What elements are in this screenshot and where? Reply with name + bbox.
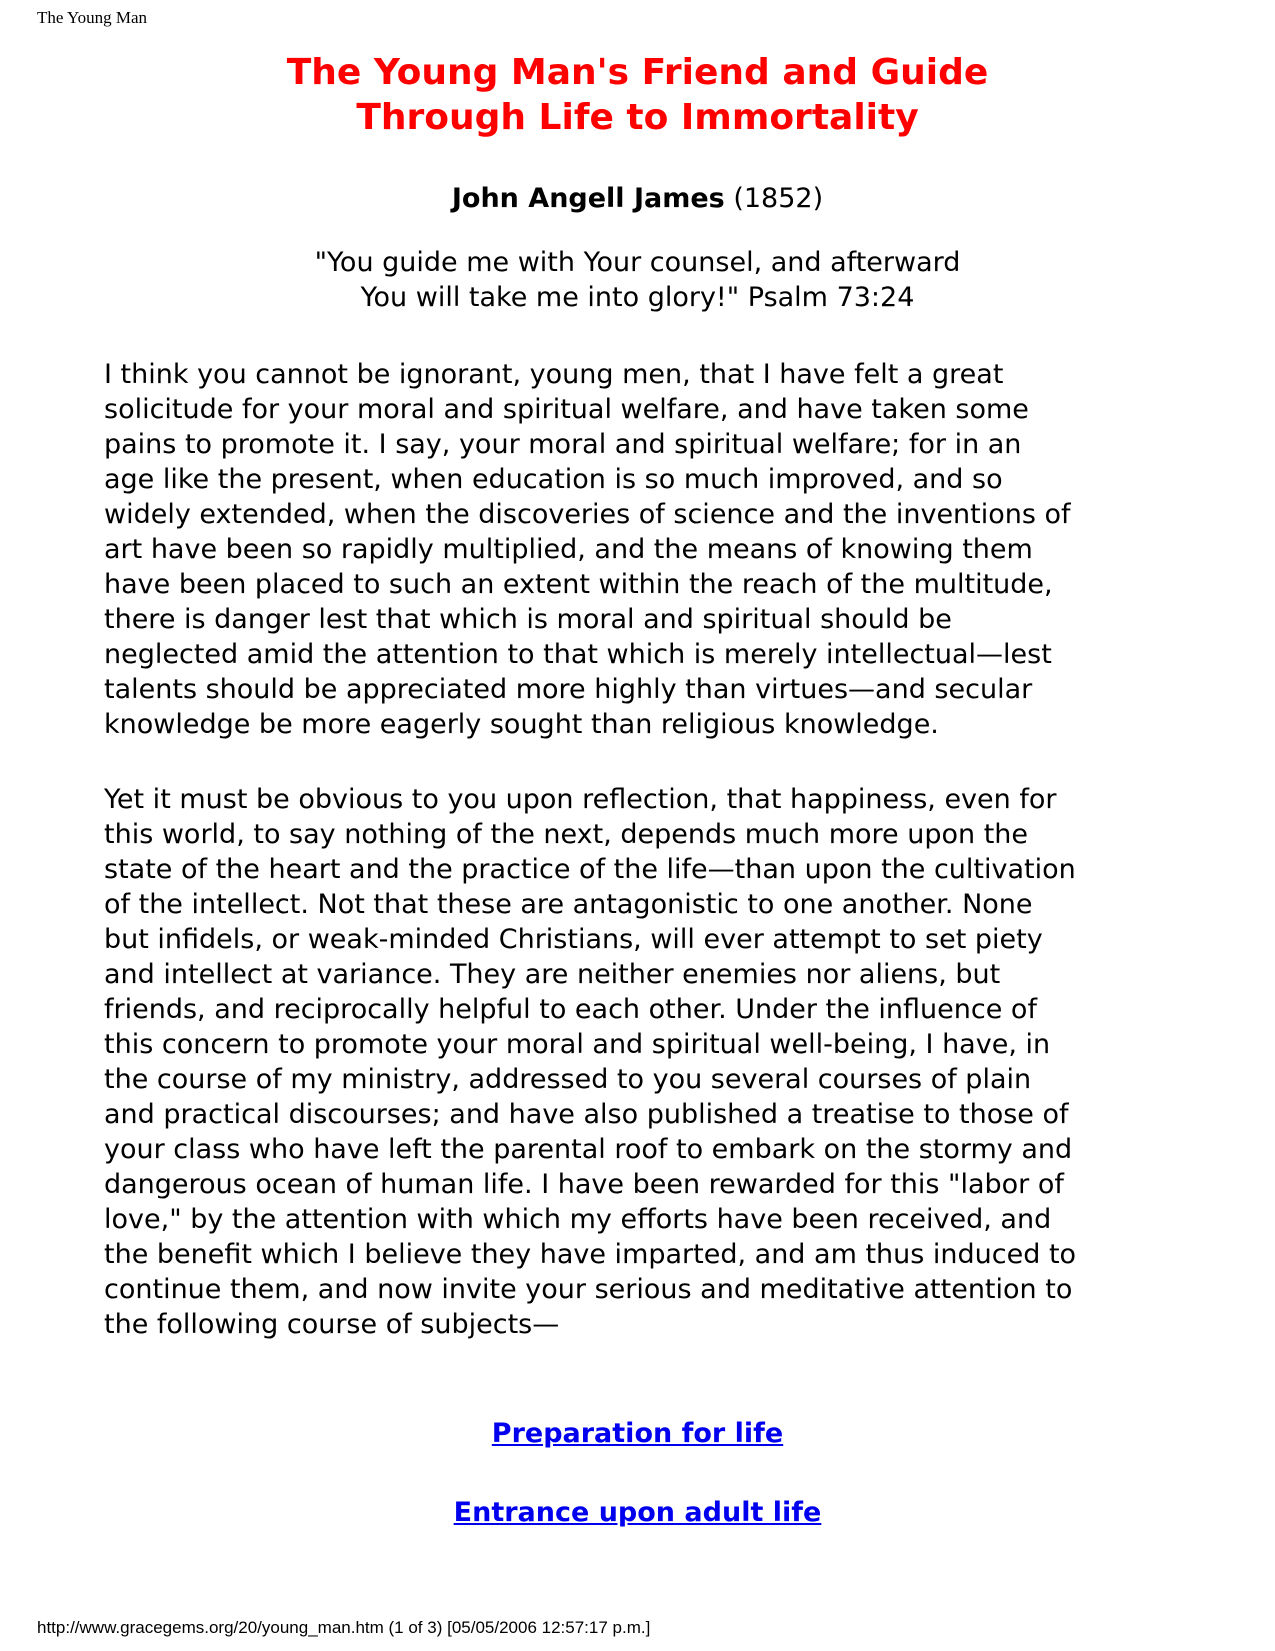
- paragraph-line: state of the heart and the practice of the life—than upon the cultivation: [104, 854, 1076, 885]
- print-footer: http://www.gracegems.org/20/young_man.htm (1 of 3) [05/05/2006 12:57:17 p.m.]: [37, 1618, 651, 1637]
- print-header: The Young Man: [37, 8, 148, 27]
- paragraph-line: but infidels, or weak-minded Christians, will ever attempt to set piety: [104, 924, 1043, 955]
- paragraph-line: of the intellect. Not that these are antagonistic to one another. None: [104, 889, 1033, 920]
- paragraph-line: art have been so rapidly multiplied, and the means of knowing them: [104, 534, 1033, 565]
- paragraph-line: friends, and reciprocally helpful to each other. Under the influence of: [104, 994, 1037, 1025]
- toc-item-preparation: [0, 1416, 1275, 1452]
- paragraph-line: the following course of subjects—: [104, 1309, 560, 1340]
- paragraph-line: there is danger lest that which is moral and spiritual should be: [104, 604, 952, 635]
- paragraph-line: love," by the attention with which my efforts have been received, and: [104, 1204, 1052, 1235]
- paragraph-line: Yet it must be obvious to you upon reflection, that happiness, even for: [104, 784, 1057, 815]
- link-entrance-upon-adult-life[interactable]: Entrance upon adult life: [453, 1497, 822, 1528]
- paragraph-line: widely extended, when the discoveries of science and the inventions of: [104, 499, 1071, 530]
- paragraph-line: your class who have left the parental roof to embark on the stormy and: [104, 1134, 1073, 1165]
- paragraph-2: [104, 782, 1184, 1342]
- paragraph-line: this concern to promote your moral and spiritual well-being, I have, in: [104, 1029, 1051, 1060]
- author-name: John Angell James: [451, 183, 725, 214]
- paragraph-line: and practical discourses; and have also published a treatise to those of: [104, 1099, 1069, 1130]
- paragraph-line: have been placed to such an extent within the reach of the multitude,: [104, 569, 1053, 600]
- toc-item-entrance: [0, 1495, 1275, 1531]
- epigraph-line-2: You will take me into glory!" Psalm 73:24: [360, 282, 915, 313]
- paragraph-line: this world, to say nothing of the next, depends much more upon the: [104, 819, 1029, 850]
- page-title-line-1: The Young Man's Friend and Guide: [286, 52, 989, 93]
- paragraph-line: solicitude for your moral and spiritual welfare, and have taken some: [104, 394, 1029, 425]
- paragraph-line: I think you cannot be ignorant, young men, that I have felt a great: [104, 359, 1004, 390]
- paragraph-1: [104, 357, 1184, 742]
- publication-year: (1852): [733, 183, 824, 214]
- paragraph-line: age like the present, when education is so much improved, and so: [104, 464, 1003, 495]
- paragraph-line: dangerous ocean of human life. I have been rewarded for this "labor of: [104, 1169, 1064, 1200]
- paragraph-line: talents should be appreciated more highly than virtues—and secular: [104, 674, 1033, 705]
- paragraph-line: continue them, and now invite your serious and meditative attention to: [104, 1274, 1073, 1305]
- epigraph: [0, 245, 1275, 315]
- paragraph-line: the course of my ministry, addressed to you several courses of plain: [104, 1064, 1032, 1095]
- paragraph-line: knowledge be more eagerly sought than religious knowledge.: [104, 709, 939, 740]
- paragraph-line: pains to promote it. I say, your moral and spiritual welfare; for in an: [104, 429, 1022, 460]
- page-title-line-2: Through Life to Immortality: [356, 97, 919, 138]
- page-title: [0, 50, 1275, 140]
- paragraph-line: the benefit which I believe they have imparted, and am thus induced to: [104, 1239, 1077, 1270]
- paragraph-line: neglected amid the attention to that which is merely intellectual—lest: [104, 639, 1052, 670]
- link-preparation-for-life[interactable]: Preparation for life: [491, 1418, 784, 1449]
- epigraph-line-1: "You guide me with Your counsel, and afterward: [314, 247, 961, 278]
- author-line: [0, 181, 1275, 217]
- paragraph-line: and intellect at variance. They are neither enemies nor aliens, but: [104, 959, 1001, 990]
